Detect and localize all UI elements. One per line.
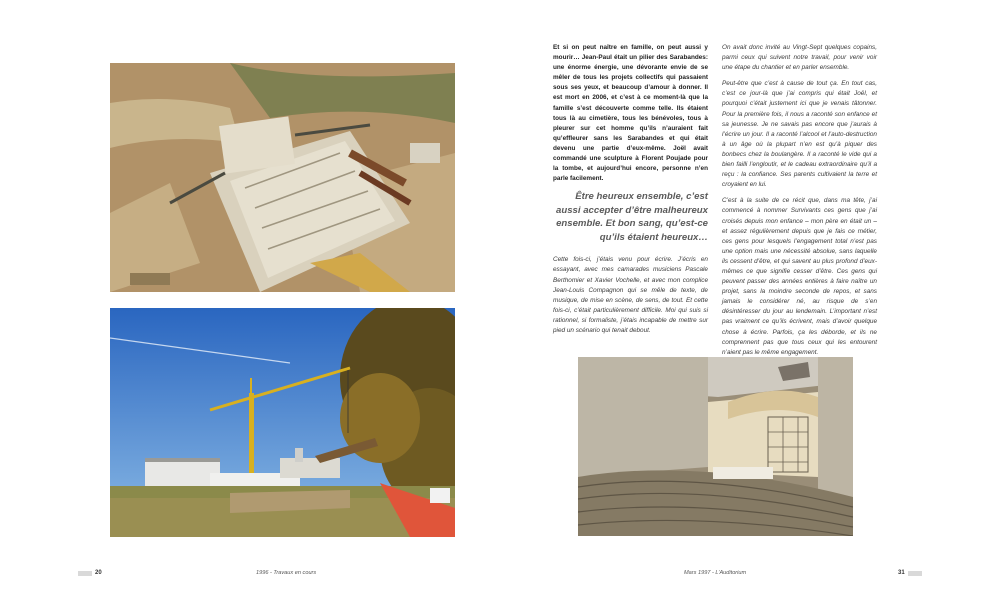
pull-quote: Être heureux ensemble, c’est aussi accepter d’être malheureux ensemble. Et bon sang, qu’est-ce qu’ils étaient heureux… xyxy=(556,191,708,243)
running-footer-right: Mars 1997 - L’Auditorium xyxy=(684,570,747,576)
article-column-left xyxy=(553,43,708,342)
article-paragraph: On avait donc invité au Vingt-Sept quelques copains, parmi ceux qui suivent notre travail, pour venir voir une étape du chantier et en parler ensemble. xyxy=(722,44,877,72)
photo-auditorium-interior xyxy=(578,357,853,536)
photo-crane-site xyxy=(110,308,455,537)
footer-bar-left xyxy=(78,571,92,576)
article-paragraph: Peut-être que c’est à cause de tout ça. En tout cas, c’est ce jour-là que j’ai compris qui était Joël, et pourquoi c’était justement ici que je venais tâtonner. Pour la première fois, il nous a raconté son enfance et sa jeunesse. Je ne savais pas encore que j’aurais à l’écrire un jour. Il a raconté l’alcool et l’auto-destruction à un âge où la plupart n’en est qu’à piquer des bonbecs chez la boulangère. Il a raconté le vide qui a bien failli l’engloutir, et le cadeau extraordinaire qu’il a reçu : la confiance. Ses parents cultivaient la terre et croyaient en lui. xyxy=(722,80,877,189)
photo-construction-aerial xyxy=(110,63,455,292)
page-number-left: 20 xyxy=(95,570,102,576)
article-paragraph: C’est à la suite de ce récit que, dans ma tête, j’ai commencé à nommer Survivants ces gens que j’ai croisés depuis mon enfance – mon père en était un – et assez régulièrement depuis que je fais ce métier, ces gens pour lesquels l’engagement total n’est pas une option mais une nécessité absolue, sans laquelle ils cessent d’être, et qui savent au plus profond d’eux-mêmes ce que signifie cesser d’être. Ces gens qui peuvent passer des années entières à faire naître un projet, sans la moindre seconde de repos, et sans jamais le considérer né, au risque de s’en désintéresser du jour au lendemain. L’important n’est pas vraiment ce qu’ils écrivent, mais d’avoir quelque chose à écrire. Parfois, ça les déborde, et ils ne comprennent pas que tous ceux qui les entourent n’aient pas le même engagement. xyxy=(722,197,877,356)
page-number-right: 31 xyxy=(898,570,905,576)
article-column-right xyxy=(722,43,877,364)
running-footer-left: 1996 - Travaux en cours xyxy=(256,570,317,576)
article-paragraph: Cette fois-ci, j’étais venu pour écrire. J’écris en essayant, avec mes camarades musiciens Pascale Berthomier et Xavier Vochelle, et avec mon complice Jean-Louis Compagnon qui se mêle de texte, de musique, de mise en scène, de sens, de tout. Et cette fois-ci, c’était particulièrement difficile. Moi qui suis si rationnel, si formaliste, j’étais incapable de mettre sur pied un scénario qui tenait debout. xyxy=(553,256,708,334)
article-lead-paragraph: Et si on peut naître en famille, on peut aussi y mourir… Jean-Paul était un pilier des Sarabandes: une énorme énergie, une dévorante envie de se mêler de tous les projets collectifs qui passaient sous ses yeux, et beaucoup d’amour à donner. Il est mort en 2006, et c’est à ce moment-là que la famille s’est découverte comme telle. Ils étaient tous là au cimetière, tous les bénévoles, tous à pleurer sur cet homme qu’ils n’auraient fait qu’effleurer sans les Sarabandes et qui était devenu une partie d’eux-même. Joël avait commandé une sculpture à Florent Poujade pour la tombe, et aujourd’hui encore, personne n’en parle facilement. xyxy=(553,44,708,183)
footer-bar-right xyxy=(908,571,922,576)
